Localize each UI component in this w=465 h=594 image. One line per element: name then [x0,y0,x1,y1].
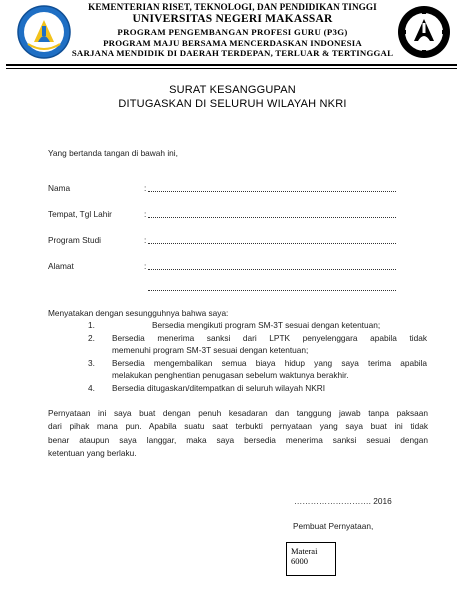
list-item-text: Bersedia mengembalikan semua biaya hidup yang saya terima apabila [112,358,427,368]
list-item-number: 1. [88,320,95,330]
materai-label: Materai [291,546,318,556]
letterhead-ministry: KEMENTERIAN RISET, TEKNOLOGI, DAN PENDIDIKAN TINGGI [88,2,377,12]
field-colon: : [144,183,147,193]
letterhead-sm3t: SARJANA MENDIDIK DI DAERAH TERDEPAN, TERLUAR & TERTINGGAL [71,48,394,58]
list-item-text: Bersedia menerima sanksi dari LPTK penyelenggara apabila tidak [112,333,427,343]
letterhead-rule-thin [6,68,457,69]
list-item-number: 3. [88,358,95,368]
closing-line: dari pihak mana pun. Apabila suatu saat terbukti pernyataan yang saya buat ini tidak [48,421,428,431]
field-label-prodi: Program Studi [48,235,102,245]
field-blank-ttl[interactable] [148,216,396,218]
letterhead-rule-thick [6,64,457,66]
field-colon: : [144,209,147,219]
list-item-number: 2. [88,333,95,343]
field-label-ttl: Tempat, Tgl Lahir [48,209,112,219]
field-blank-alamat[interactable] [148,268,396,270]
unm-logo-icon [397,5,451,59]
letterhead-university: UNIVERSITAS NEGERI MAKASSAR [132,13,333,25]
statement-text: Menyatakan dengan sesungguhnya bahwa saya: [48,308,229,318]
letterhead-program-tagline: PROGRAM MAJU BERSAMA MENCERDASKAN INDONESIA [103,38,362,48]
list-item-text: Bersedia ditugaskan/ditempatkan di seluruh wilayah NKRI [112,383,326,393]
intro-text: Yang bertanda tangan di bawah ini, [48,148,178,158]
list-item-text: Bersedia mengikuti program SM-3T sesuai dengan ketentuan; [152,320,381,330]
unm-logo [397,5,451,59]
signer-label: Pembuat Pernyataan, [293,521,374,531]
document-title: SURAT KESANGGUPAN [169,84,296,96]
field-blank-nama[interactable] [148,190,396,192]
letterhead-program-p3g: PROGRAM PENGEMBANGAN PROFESI GURU (P3G) [117,27,348,37]
list-item-number: 4. [88,383,95,393]
field-label-alamat: Alamat [48,261,74,271]
field-colon: : [144,261,147,271]
list-item-text: memenuhi program SM-3T sesuai dengan ketentuan; [112,345,309,355]
field-label-nama: Nama [48,183,71,193]
field-colon: : [144,235,147,245]
materai-value: 6000 [291,556,308,566]
date-line: ………………………. 2016 [294,496,392,506]
field-blank-prodi[interactable] [148,242,396,244]
field-blank-alamat-2[interactable] [148,289,396,291]
closing-line: Pernyataan ini saya buat dengan penuh kesadaran dan tanggung jawab tanpa paksaan [48,408,428,418]
document-subtitle: DITUGASKAN DI SELURUH WILAYAH NKRI [118,98,347,110]
closing-line: ketentuan yang berlaku. [48,448,137,458]
list-item-text: melakukan penghentian penugasan sebelum waktunya berakhir. [112,370,349,380]
closing-line: benar ataupun saya langgar, maka saya bersedia menerima sanksi sesuai dengan [48,435,428,445]
materai-stamp-box [286,542,336,576]
